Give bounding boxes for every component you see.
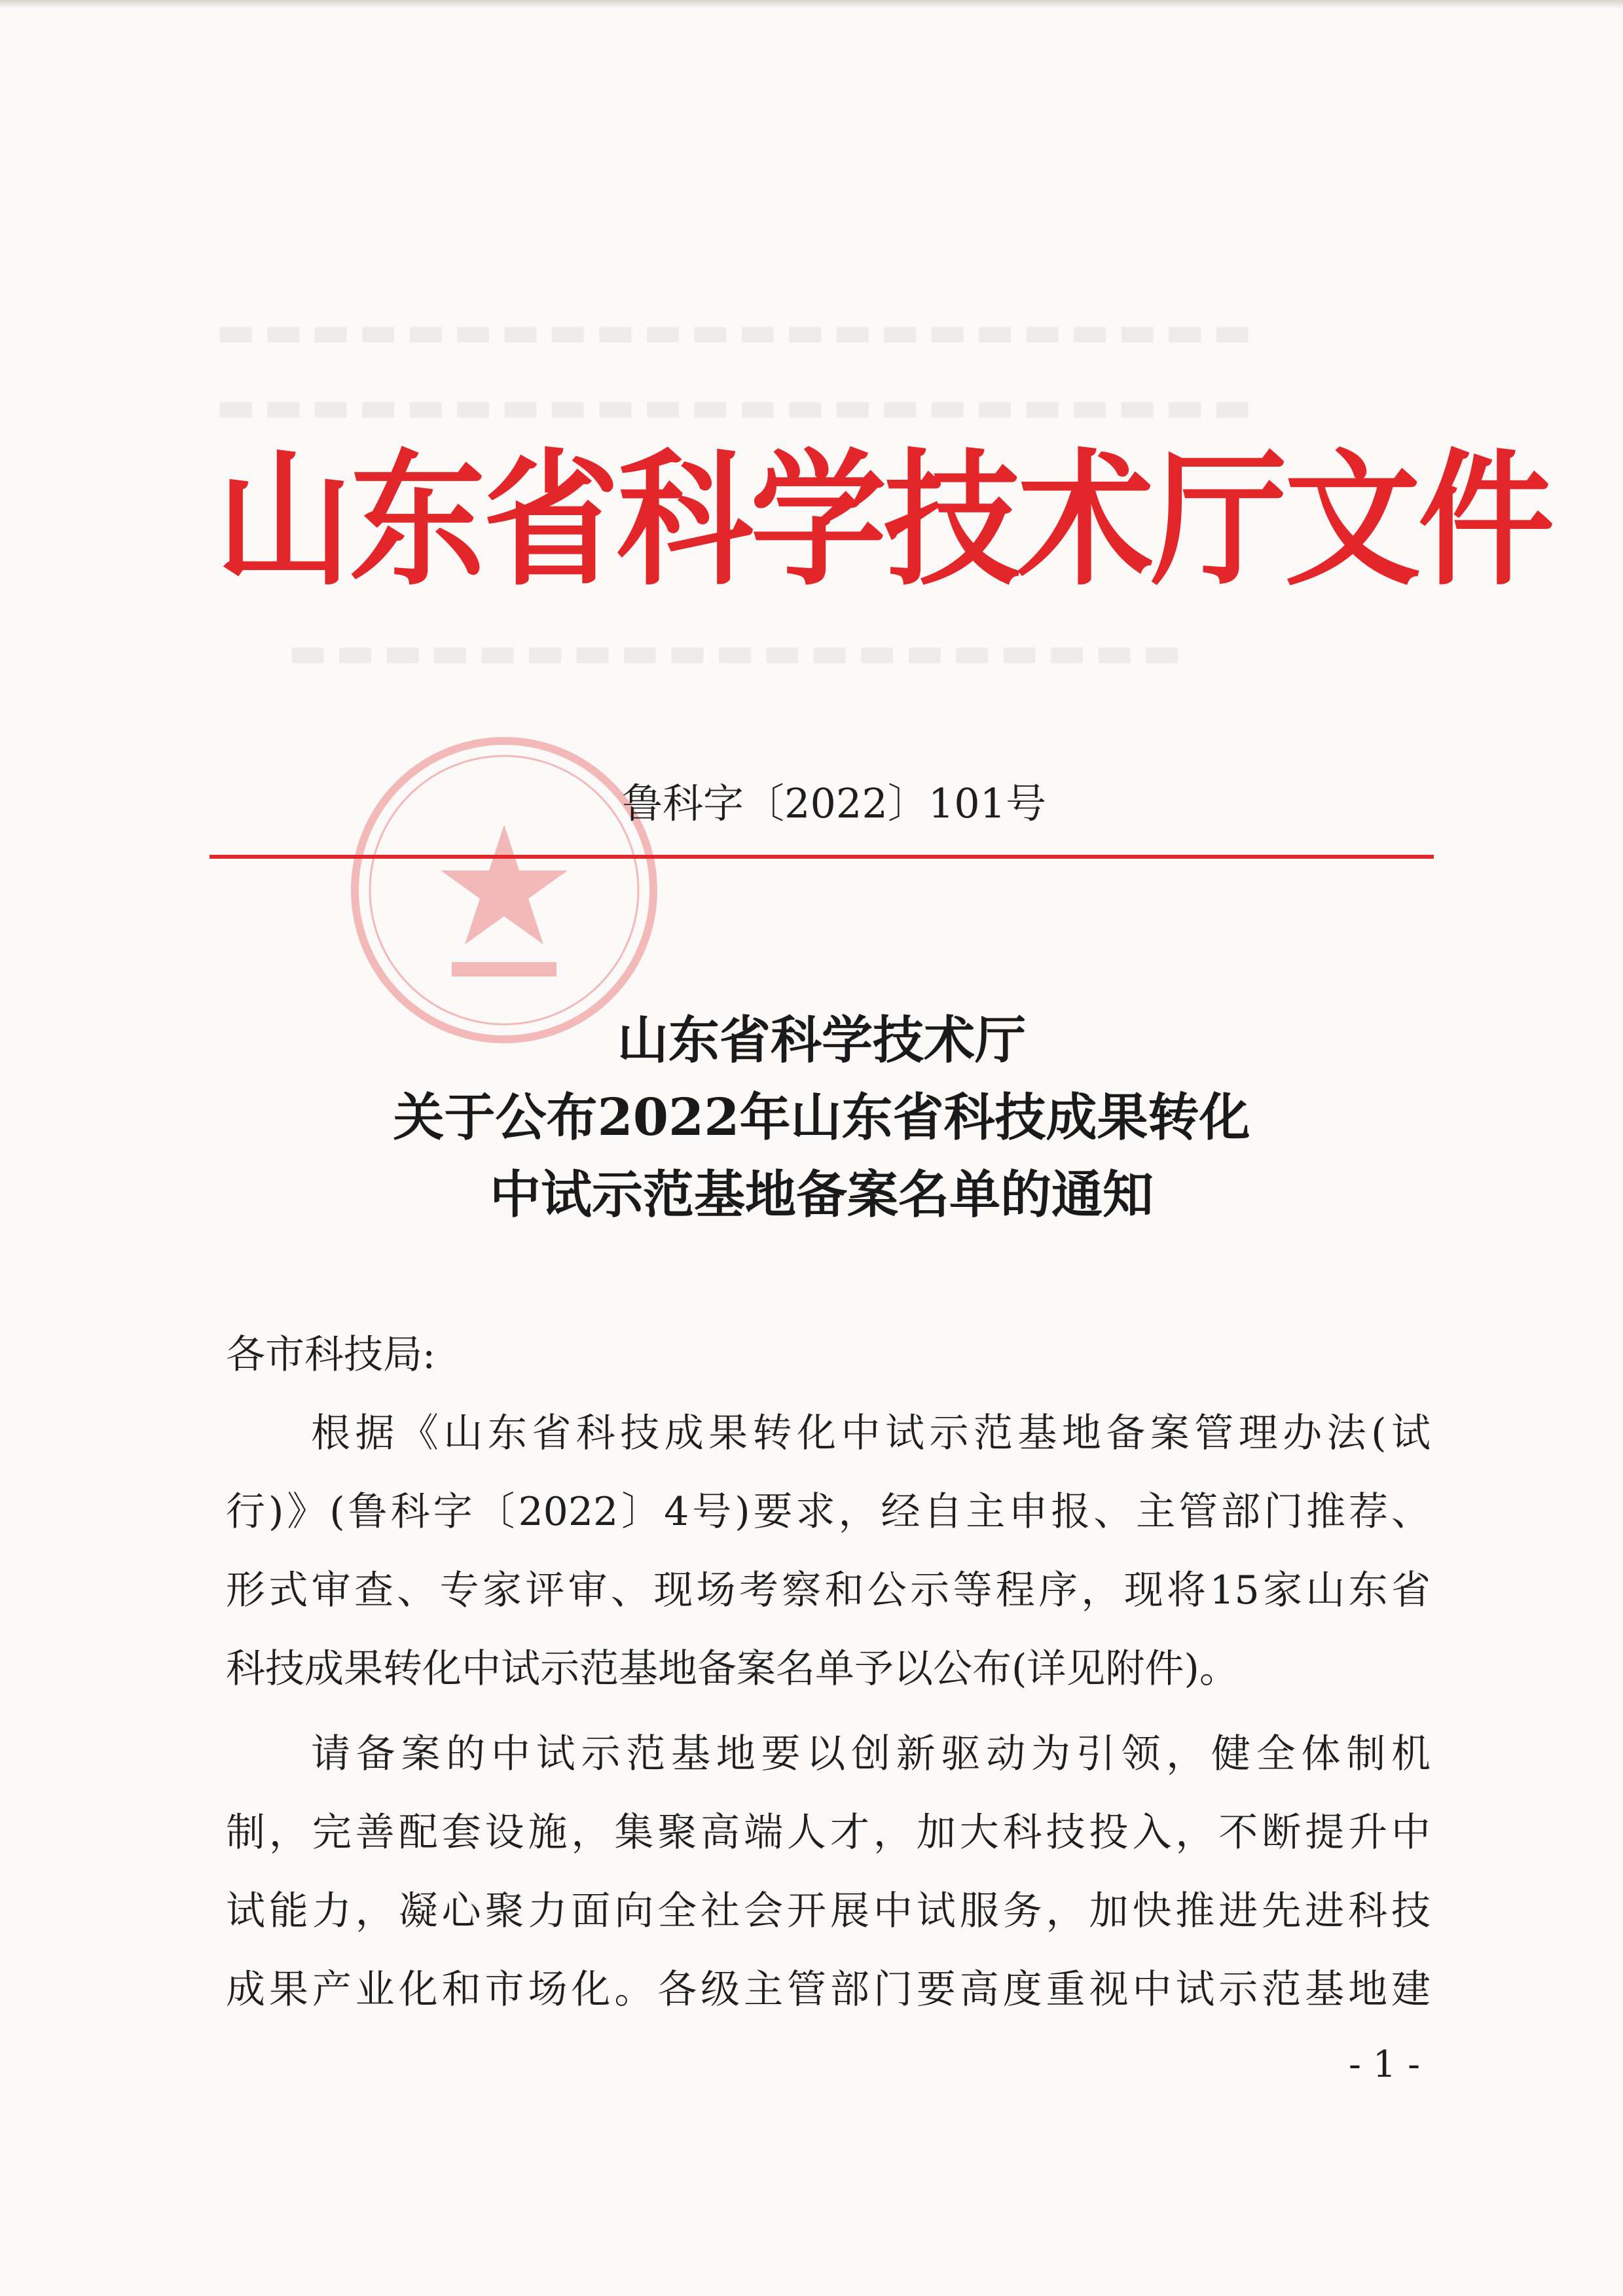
page-number: - 1 - [1349, 2043, 1421, 2086]
red-separator-line [210, 855, 1434, 859]
official-seal-icon [340, 726, 668, 1054]
show-through-text: ▬▬▬▬▬▬▬▬▬▬▬▬▬▬▬▬▬▬▬ [288, 628, 1190, 677]
document-number: 鲁科字〔2022〕101号 [622, 780, 1047, 827]
paragraph-1-line: 形式审查、专家评审、现场考察和公示等程序，现将15家山东省 [226, 1568, 1431, 1613]
paragraph-1-line: 根据《山东省科技成果转化中试示范基地备案管理办法(试 [311, 1410, 1431, 1456]
show-through-text: ▬▬▬▬▬▬▬▬▬▬▬▬▬▬▬▬▬▬▬▬▬▬ [216, 383, 1260, 431]
scan-edge [0, 0, 1623, 9]
notice-title-line-1: 山东省科学技术厅 [617, 1011, 1026, 1070]
paragraph-2-line: 试能力，凝心聚力面向全社会开展中试服务，加快推进先进科技 [226, 1888, 1431, 1934]
salutation: 各市科技局: [226, 1332, 436, 1378]
paragraph-2-line: 制，完善配套设施，集聚高端人才，加大科技投入，不断提升中 [226, 1810, 1431, 1856]
paragraph-1-line: 科技成果转化中试示范基地备案名单予以公布(详见附件)。 [226, 1646, 1239, 1692]
notice-title-line-3: 中试示范基地备案名单的通知 [489, 1165, 1154, 1225]
paragraph-2-line: 成果产业化和市场化。各级主管部门要高度重视中试示范基地建 [226, 1967, 1431, 2013]
show-through-text: ▬▬▬▬▬▬▬▬▬▬▬▬▬▬▬▬▬▬▬▬▬▬ [216, 308, 1260, 356]
issuer-masthead: 山东省科学技术厅文件 [216, 435, 1552, 606]
paragraph-1-line: 行)》(鲁科字〔2022〕4号)要求，经自主申报、主管部门推荐、 [226, 1489, 1431, 1535]
notice-title-line-2: 关于公布2022年山东省科技成果转化 [393, 1088, 1250, 1147]
paragraph-2-line: 请备案的中试示范基地要以创新驱动为引领，健全体制机 [311, 1731, 1431, 1777]
